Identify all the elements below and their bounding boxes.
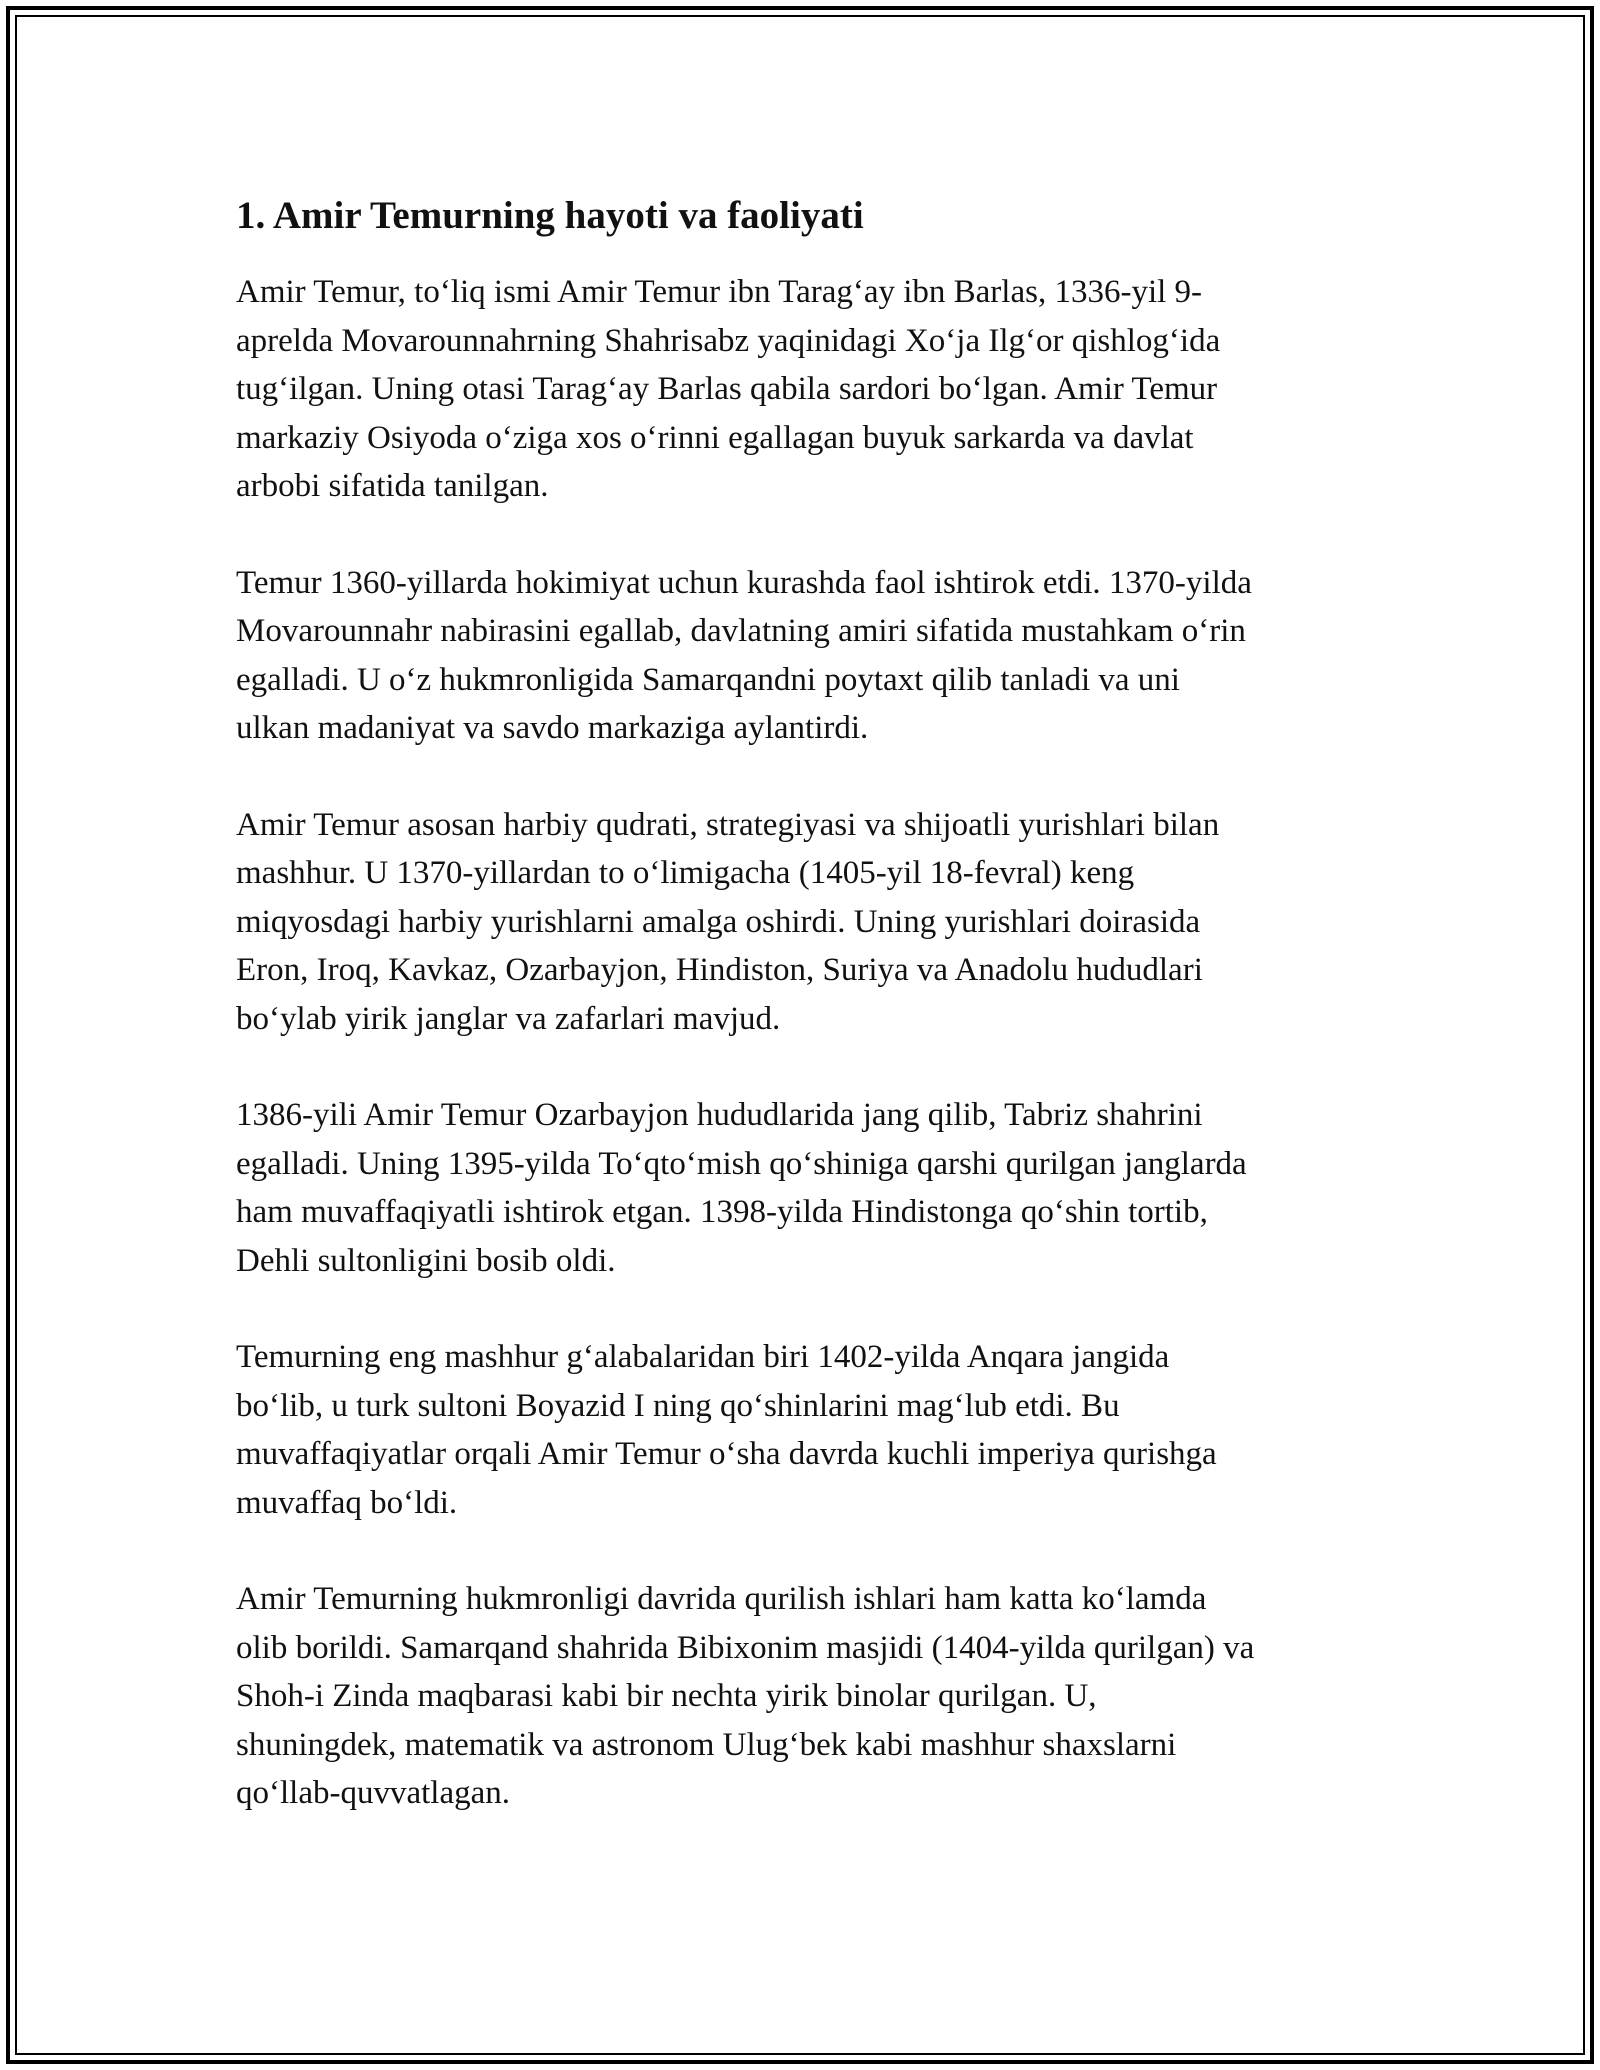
text-line: Movarounnahr nabirasini egallab, davlatning amiri sifatida mustahkam o‘rin xyxy=(236,613,1246,649)
text-line: arbobi sifatida tanilgan. xyxy=(236,468,549,504)
text-line: muvaffaq bo‘ldi. xyxy=(236,1484,458,1521)
text-line: miqyosdagi harbiy yurishlarni amalga oshirdi. Uning yurishlari doirasida xyxy=(236,903,1201,940)
text-line: 1386-yili Amir Temur Ozarbayjon hududlarida jang qilib, Tabriz shahrini xyxy=(236,1097,1203,1133)
text-line: Amir Temurning hukmronligi davrida qurilish ishlari ham katta ko‘lamda xyxy=(236,1581,1207,1617)
text-line: shuningdek, matematik va astronom Ulug‘bek kabi mashhur shaxslarni xyxy=(236,1726,1177,1763)
text-line: egalladi. U o‘z hukmronligida Samarqandni poytaxt qilib tanladi va uni xyxy=(236,661,1180,698)
text-line: aprelda Movarounnahrning Shahrisabz yaqinidagi Xo‘ja Ilg‘or qishlog‘ida xyxy=(236,322,1221,359)
text-line: muvaffaqiyatlar orqali Amir Temur o‘sha davrda kuchli imperiya qurishga xyxy=(236,1436,1217,1472)
text-line: olib borildi. Samarqand shahrida Bibixonim masjidi (1404-yilda qurilgan) va xyxy=(236,1629,1255,1666)
text-line: bo‘ylab yirik janglar va zafarlari mavjud. xyxy=(236,1000,781,1037)
paragraph-1 xyxy=(236,268,1376,511)
text-line: mashhur. U 1370-yillardan to o‘limigacha (1405-yil 18-fevral) keng xyxy=(236,855,1135,891)
text-line: tug‘ilgan. Uning otasi Tarag‘ay Barlas qabila sardori bo‘lgan. Amir Temur xyxy=(236,371,1218,407)
text-line: Eron, Iroq, Kavkaz, Ozarbayjon, Hindiston, Suriya va Anadolu hududlari xyxy=(236,952,1203,988)
paragraph-3 xyxy=(236,801,1376,1044)
text-line: ham muvaffaqiyatli ishtirok etgan. 1398-yilda Hindistonga qo‘shin tortib, xyxy=(236,1194,1208,1230)
paragraph-4 xyxy=(236,1091,1376,1285)
text-line: markaziy Osiyoda o‘ziga xos o‘rinni egallagan buyuk sarkarda va davlat xyxy=(236,419,1194,456)
paragraph-6 xyxy=(236,1575,1376,1818)
section-heading: 1. Amir Temurning hayoti va faoliyati xyxy=(236,194,864,237)
paragraph-5 xyxy=(236,1333,1376,1527)
text-line: Temurning eng mashhur g‘alabalaridan biri 1402-yilda Anqara jangida xyxy=(236,1339,1170,1375)
text-line: egalladi. Uning 1395-yilda To‘qto‘mish qo‘shiniga qarshi qurilgan janglarda xyxy=(236,1145,1247,1182)
text-line: Amir Temur asosan harbiy qudrati, strategiyasi va shijoatli yurishlari bilan xyxy=(236,806,1220,843)
text-line: qo‘llab-quvvatlagan. xyxy=(236,1775,510,1811)
document-body xyxy=(236,188,1376,1866)
text-line: Amir Temur, to‘liq ismi Amir Temur ibn Tarag‘ay ibn Barlas, 1336-yil 9- xyxy=(236,274,1203,310)
text-line: Shoh-i Zinda maqbarasi kabi bir nechta yirik binolar qurilgan. U, xyxy=(236,1678,1097,1714)
text-line: Dehli sultonligini bosib oldi. xyxy=(236,1242,616,1279)
text-line: Temur 1360-yillarda hokimiyat uchun kurashda faol ishtirok etdi. 1370-yilda xyxy=(236,564,1252,601)
text-line: ulkan madaniyat va savdo markaziga aylantirdi. xyxy=(236,710,869,746)
paragraph-2 xyxy=(236,559,1376,753)
text-line: bo‘lib, u turk sultoni Boyazid I ning qo‘shinlarini mag‘lub etdi. Bu xyxy=(236,1387,1120,1424)
